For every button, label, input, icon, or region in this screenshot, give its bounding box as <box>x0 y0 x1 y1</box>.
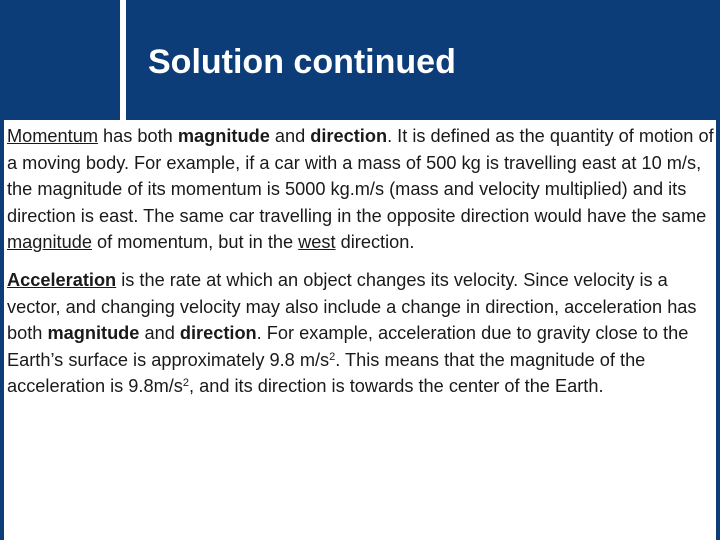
text-run: direction. <box>335 232 415 253</box>
text-run: of momentum, but in the <box>91 232 299 253</box>
text-run: has both <box>97 126 178 146</box>
text-run: and <box>139 323 180 344</box>
direction-term: direction <box>310 126 388 146</box>
header-divider <box>120 0 126 120</box>
text-run: . For example, acceleration due to gravity close to the Earth’s surface is approximately 9.8 m/s <box>7 323 689 370</box>
magnitude-term: magnitude <box>47 323 140 344</box>
header-block <box>0 0 120 120</box>
momentum-term: Momentum <box>7 126 98 146</box>
acceleration-term: Acceleration <box>7 269 117 290</box>
text-run: is the rate at which an object changes its velocity. Since velocity is a vector, and changing velocity may also include a change in direction, acceleration has both <box>7 269 697 344</box>
superscript: 2 <box>182 377 190 390</box>
magnitude-underlined: magnitude <box>7 232 92 253</box>
magnitude-term: magnitude <box>177 126 270 146</box>
text-run: . This means that the magnitude of the acceleration is 9.8m/s <box>7 349 646 397</box>
west-underlined: west <box>298 232 336 253</box>
text-run: and <box>269 126 311 146</box>
slide-title: Solution continued <box>148 43 456 81</box>
superscript: 2 <box>329 350 336 363</box>
momentum-paragraph <box>7 123 716 256</box>
acceleration-paragraph <box>7 267 716 400</box>
text-run: . It is defined as the quantity of motion of a moving body. For example, if a car with a mass of 500 kg is travelling east at 10 m/s, the magnitude of its momentum is 5000 kg.m/s (mass and velocity multiplied) and its direction is east. The same car travelling in the opposite direction would have the same <box>7 126 714 226</box>
direction-term: direction <box>179 323 257 344</box>
text-run: , and its direction is towards the center of the Earth. <box>189 376 604 397</box>
content-area <box>4 120 716 540</box>
